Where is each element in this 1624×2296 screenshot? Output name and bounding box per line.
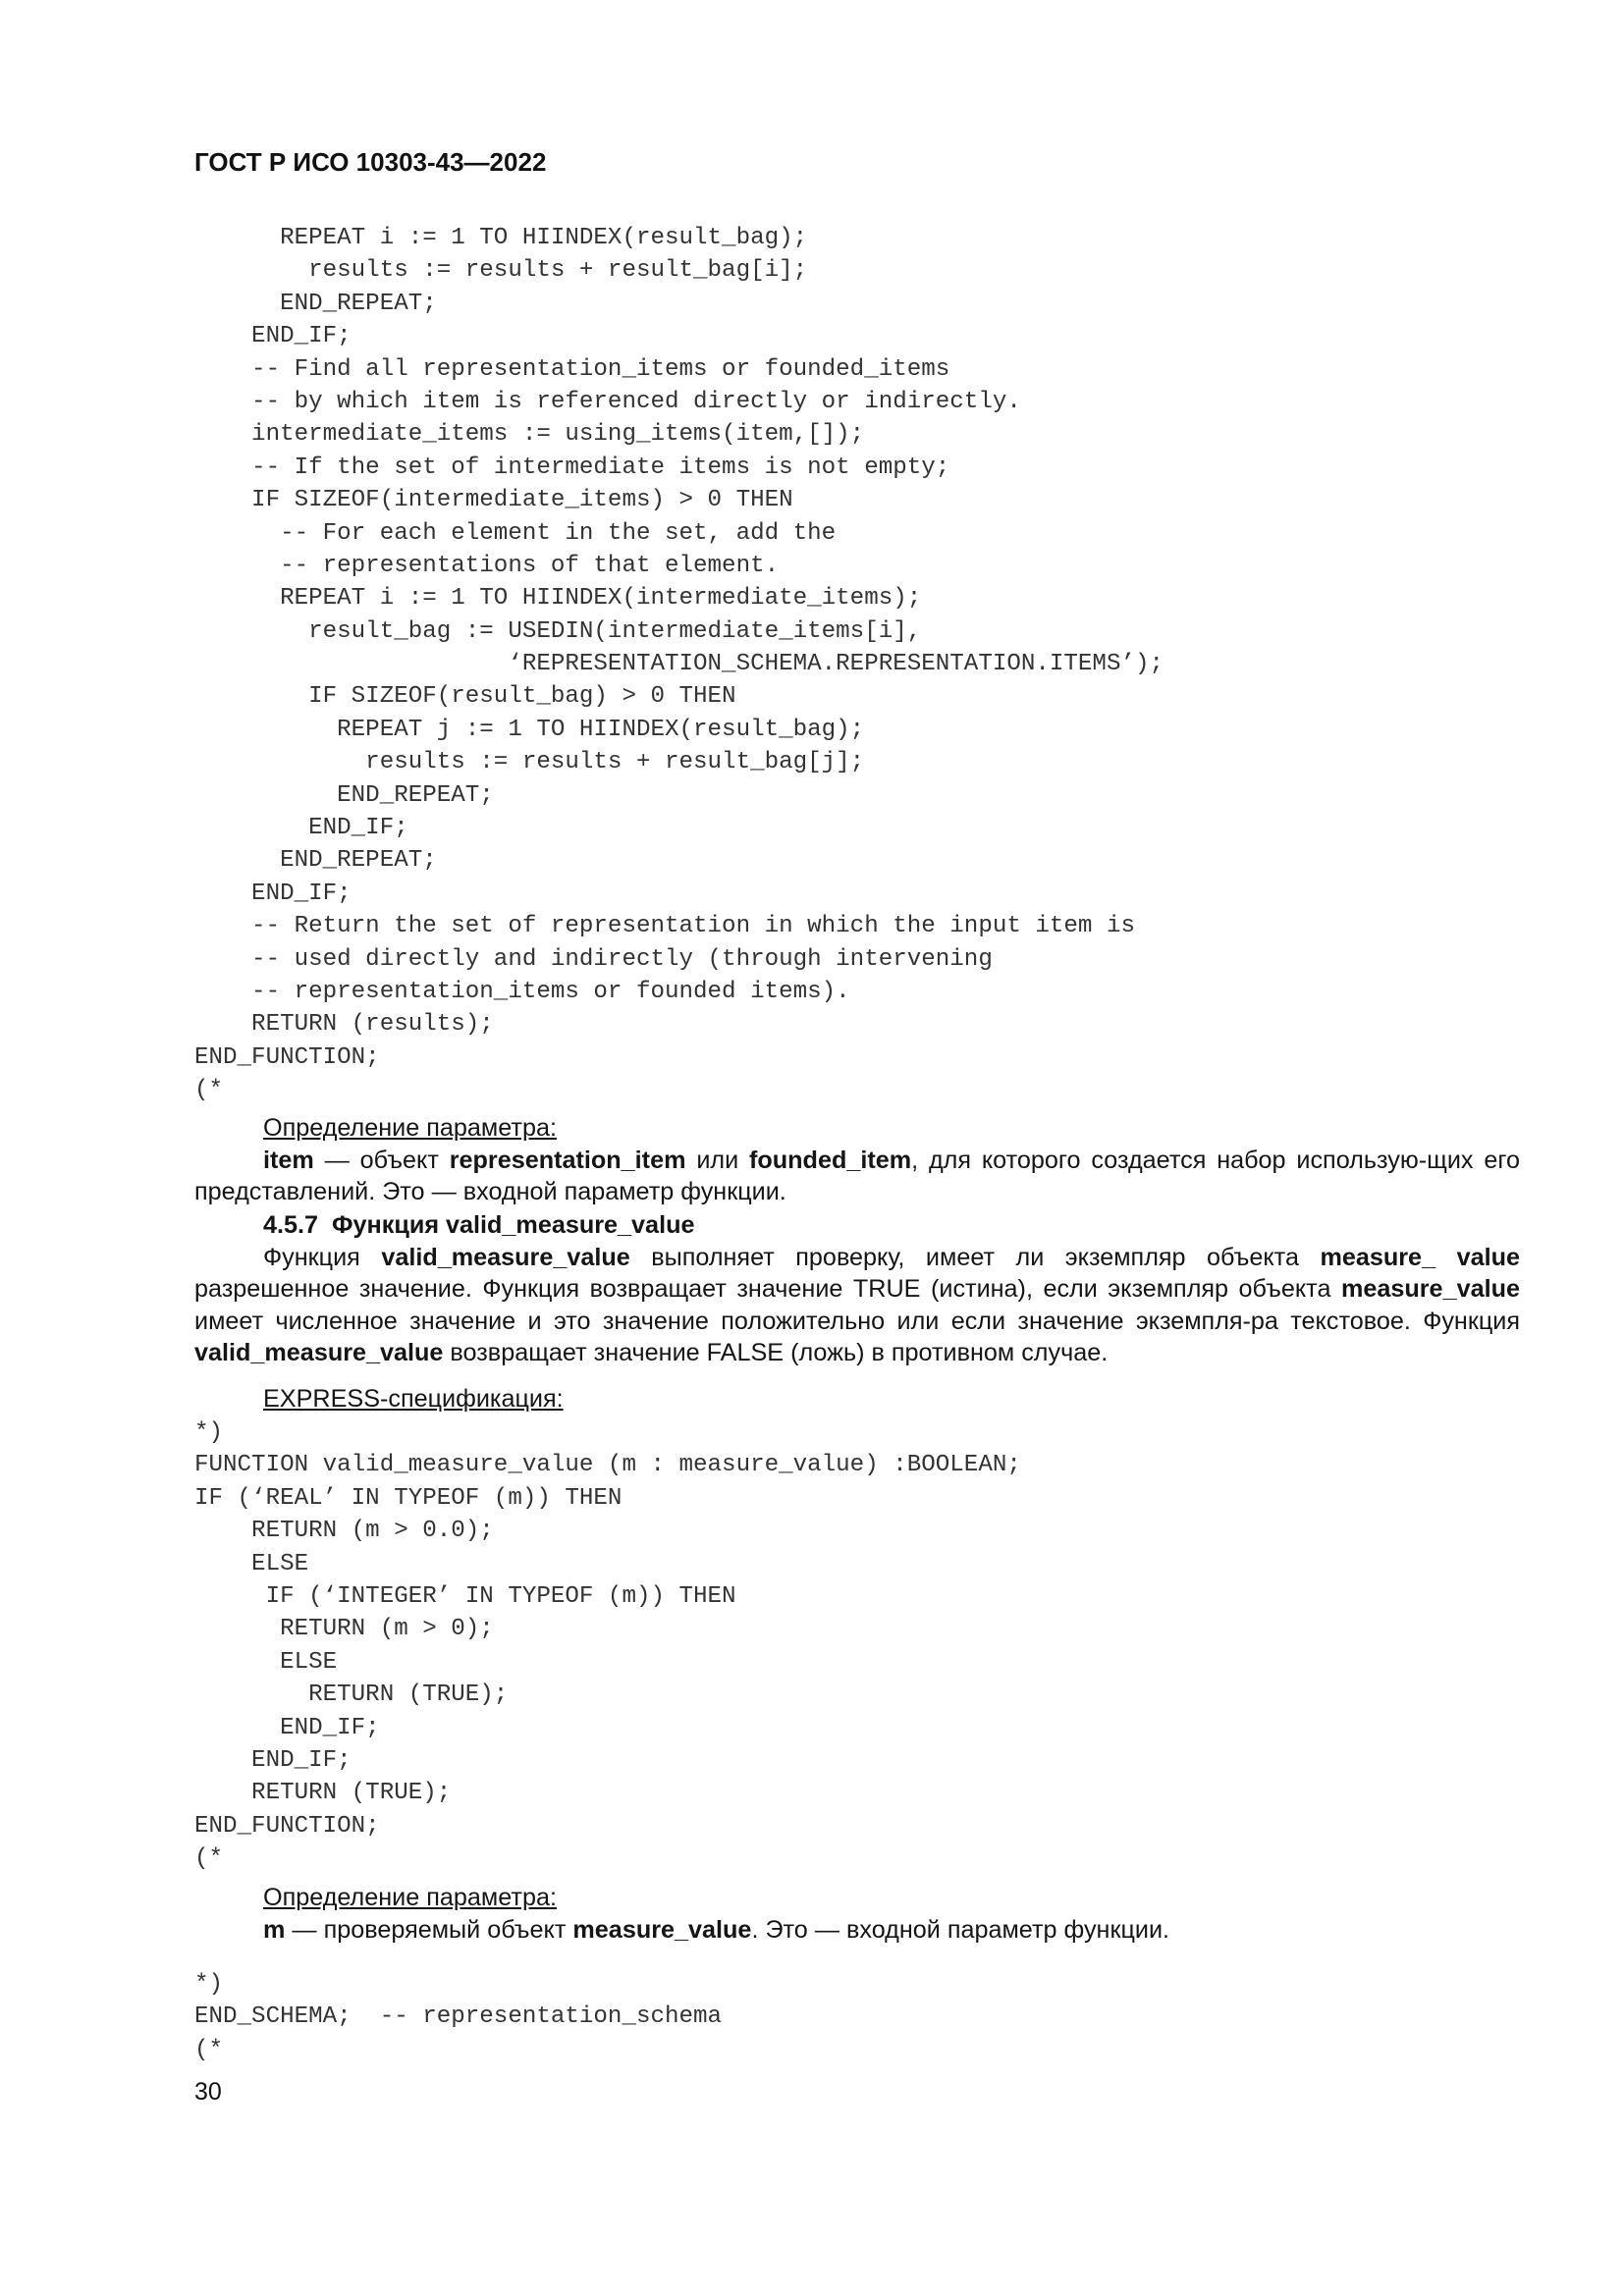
code-line: *)	[194, 1971, 224, 1998]
code-line: intermediate_items := using_items(item,[]);	[194, 421, 865, 449]
code-line: -- For each element in the set, add the	[194, 519, 837, 547]
code-line: END_REPEAT;	[194, 847, 437, 875]
code-line: END_IF;	[194, 1714, 380, 1741]
code-line: -- representation_items or founded items).	[194, 978, 850, 1005]
code-line: RETURN (results);	[194, 1011, 494, 1039]
code-listing	[194, 1968, 1520, 2066]
code-line: IF SIZEOF(result_bag) > 0 THEN	[194, 683, 736, 711]
code-line: END_IF;	[194, 815, 408, 842]
document-header: ГОСТ Р ИСО 10303-43—2022	[194, 147, 547, 177]
parameter-definition-2	[194, 1882, 1520, 1946]
code-line: END_IF;	[194, 880, 352, 907]
code-line: END_IF;	[194, 1746, 352, 1774]
code-line: -- by which item is referenced directly or indirectly.	[194, 388, 1021, 415]
parameter-definition-text: item — объект representation_item или founded_item, для которого создается набор использую-щих его представлений. Это — входной параметр функции.	[194, 1146, 1520, 1206]
code-line: IF (‘REAL’ IN TYPEOF (m)) THEN	[194, 1484, 623, 1512]
code-line: (*	[194, 1077, 224, 1104]
code-line: REPEAT j := 1 TO HIINDEX(result_bag);	[194, 716, 865, 743]
code-line: END_FUNCTION;	[194, 1043, 380, 1071]
code-line: result_bag := USEDIN(intermediate_items[i],	[194, 617, 922, 645]
code-line: END_REPEAT;	[194, 290, 437, 317]
code-line: FUNCTION valid_measure_value (m : measure_value) :BOOLEAN;	[194, 1452, 1021, 1479]
parameter-definition-text: m — проверяемый объект measure_value. Это — входной параметр функции.	[263, 1915, 1170, 1944]
express-specification-label: EXPRESS-спецификация:	[263, 1385, 564, 1413]
code-line: REPEAT i := 1 TO HIINDEX(intermediate_items);	[194, 585, 922, 613]
code-line: ELSE	[194, 1648, 338, 1676]
code-line: RETURN (m > 0.0);	[194, 1518, 494, 1545]
code-line: ELSE	[194, 1550, 309, 1577]
code-line: -- used directly and indirectly (through intervening	[194, 945, 993, 973]
code-line: -- Return the set of representation in which the input item is	[194, 913, 1135, 940]
section-4-5-7	[194, 1209, 1520, 1369]
code-line: -- Find all representation_items or founded_items	[194, 355, 950, 383]
code-line: (*	[194, 1845, 224, 1873]
page-number: 30	[194, 2078, 222, 2106]
section-paragraph: Функция valid_measure_value выполняет проверку, имеет ли экземпляр объекта measure_ value разрешенное значение. Функция возвращает значение TRUE (истина), если экземпляр объекта measure_value имеет численное значение и это значение положительно или если значение экземпля-ра текстовое. Функция valid_measure_value возвращает значение FALSE (ложь) в противном случае.	[194, 1243, 1520, 1367]
code-block-valid-measure-value	[194, 1416, 1520, 1875]
code-line: -- representations of that element.	[194, 552, 780, 579]
code-line: *)	[194, 1419, 224, 1446]
code-line: END_REPEAT;	[194, 781, 494, 809]
code-block-end-schema	[194, 1968, 1520, 2066]
code-line: -- If the set of intermediate items is not empty;	[194, 454, 950, 481]
code-block-function-tail	[194, 222, 1520, 1107]
code-listing	[194, 222, 1520, 1107]
code-line: RETURN (m > 0);	[194, 1616, 494, 1643]
code-line: REPEAT i := 1 TO HIINDEX(result_bag);	[194, 225, 808, 251]
code-line: RETURN (TRUE);	[194, 1682, 509, 1709]
code-line: (*	[194, 2036, 224, 2063]
code-line: END_SCHEMA; -- representation_schema	[194, 2003, 723, 2031]
code-line: IF SIZEOF(intermediate_items) > 0 THEN	[194, 487, 793, 514]
code-line: IF (‘INTEGER’ IN TYPEOF (m)) THEN	[194, 1582, 736, 1610]
section-heading: 4.5.7 Функция valid_measure_value	[263, 1211, 695, 1239]
code-line: results := results + result_bag[i];	[194, 257, 808, 285]
parameter-definition-1	[194, 1112, 1520, 1208]
code-line: RETURN (TRUE);	[194, 1780, 452, 1807]
code-line: results := results + result_bag[j];	[194, 749, 865, 776]
code-line: END_IF;	[194, 323, 352, 350]
parameter-definition-heading: Определение параметра:	[263, 1114, 557, 1142]
code-line: END_FUNCTION;	[194, 1812, 380, 1840]
code-listing	[194, 1416, 1520, 1875]
code-line: ‘REPRESENTATION_SCHEMA.REPRESENTATION.ITEMS’);	[194, 651, 1164, 678]
parameter-definition-heading: Определение параметра:	[263, 1884, 557, 1911]
